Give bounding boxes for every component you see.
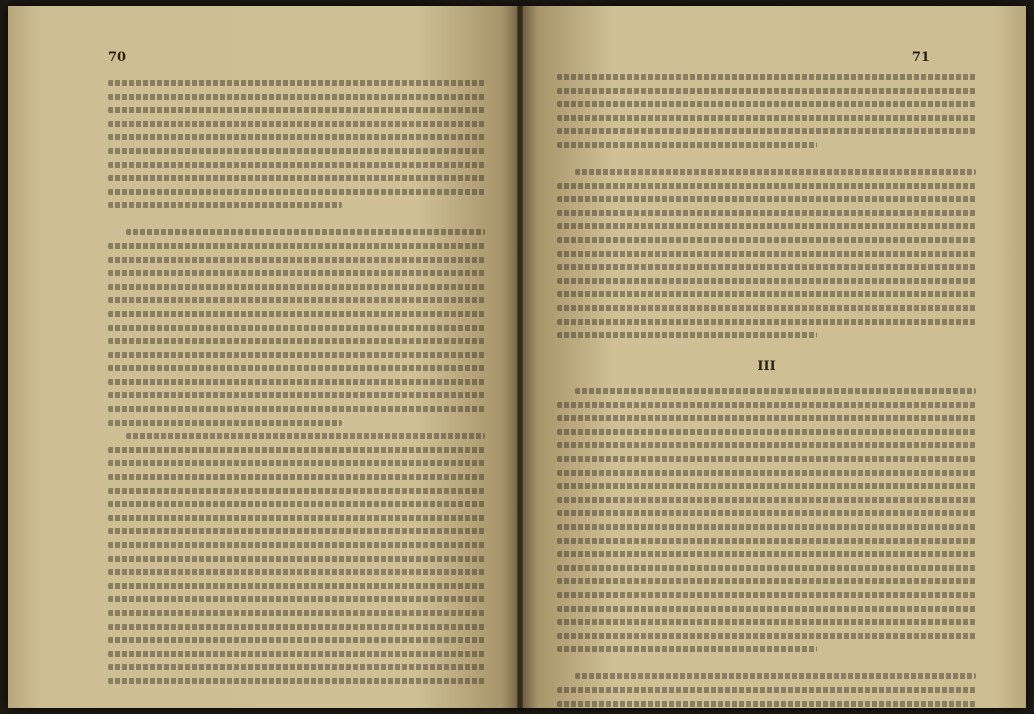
section-heading: III (757, 359, 776, 375)
left-page-number: 70 (108, 50, 127, 65)
right-page (523, 6, 1026, 708)
right-page-number: 71 (911, 50, 930, 65)
right-page-text-placeholder (557, 74, 976, 688)
left-page-text-placeholder (108, 80, 485, 688)
book-spread (8, 6, 1026, 708)
left-page (8, 6, 517, 708)
